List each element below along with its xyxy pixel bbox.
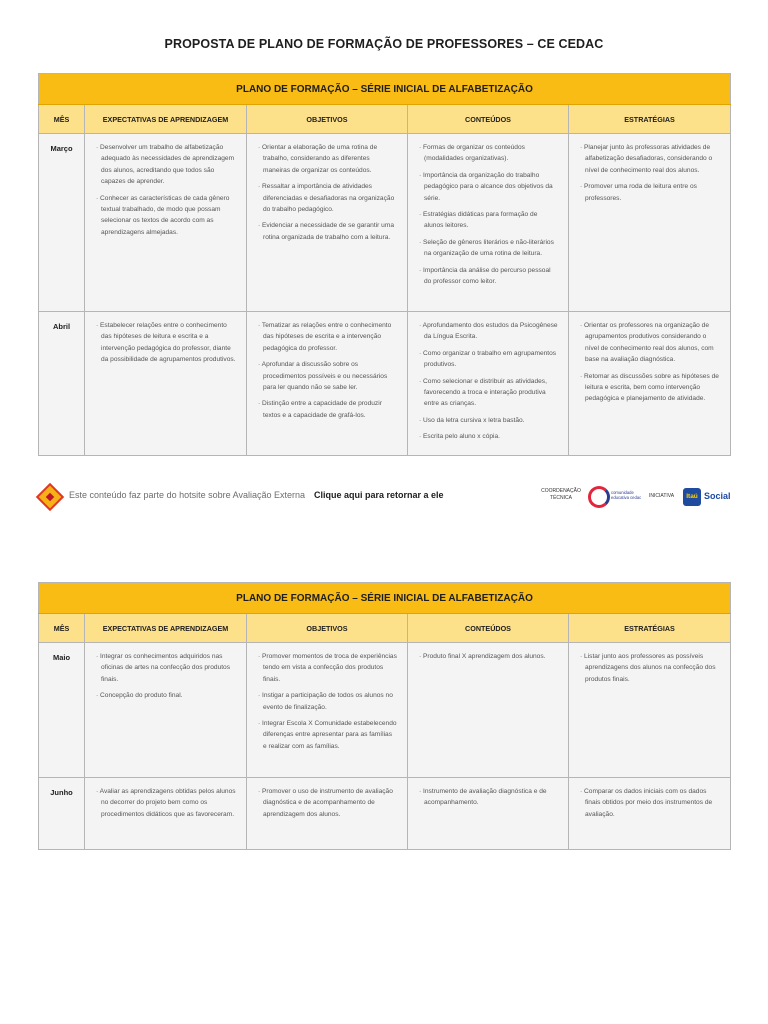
list-item: · Promover uma roda de leitura entre os professores. xyxy=(577,181,720,204)
list-item: · Produto final X aprendizagem dos alunos. xyxy=(416,651,558,662)
diamond-logo-icon xyxy=(36,483,64,511)
list-item: · Distinção entre a capacidade de produzir textos e a capacidade de grafá-los. xyxy=(255,398,397,421)
column-header-objetivos: OBJETIVOS xyxy=(247,105,408,134)
column-header-mes: MÊS xyxy=(39,105,85,134)
cedac-logo-text: comunidade educativa cedac xyxy=(611,490,642,500)
list-item: · Como selecionar e distribuir as atividades, favorecendo a troca e interação produtiva entre as crianças. xyxy=(416,376,558,410)
month-cell: Março xyxy=(39,134,85,312)
iniciativa-label: INICIATIVA xyxy=(649,493,675,499)
column-header-mes: MÊS xyxy=(39,614,85,643)
list-item: · Importância da análise do percurso pessoal do professor como leitor. xyxy=(416,265,558,288)
list-item: · Seleção de gêneros literários e não-literários na organização de uma rotina de leitura. xyxy=(416,237,558,260)
column-header-expectativas: EXPECTATIVAS DE APRENDIZAGEM xyxy=(85,614,247,643)
expectativas-cell xyxy=(85,643,247,778)
table-row xyxy=(39,643,731,778)
plan-table-2 xyxy=(38,582,731,850)
list-item: · Promover momentos de troca de experiências tendo em vista a confecção dos produtos finais. xyxy=(255,651,397,685)
page-title: PROPOSTA DE PLANO DE FORMAÇÃO DE PROFESSORES – CE CEDAC xyxy=(164,37,604,51)
column-header-conteudos: CONTEÚDOS xyxy=(408,105,569,134)
cedac-logo xyxy=(588,484,658,510)
itau-social-label: Social xyxy=(704,491,731,501)
list-item: · Concepção do produto final. xyxy=(93,690,236,701)
list-item: · Orientar a elaboração de uma rotina de trabalho, considerando as diferentes maneiras de organizar os conteúdos. xyxy=(255,142,397,176)
table-row xyxy=(39,312,731,456)
list-item: · Comparar os dados iniciais com os dados finais obtidos por meio dos instrumentos de avaliação. xyxy=(577,786,720,820)
list-item: · Estabelecer relações entre o conhecimento das hipóteses de leitura e escrita e a intervenção pedagógica do professor, diante da possibilidade de agrupamentos produtivos. xyxy=(93,320,236,366)
list-item: · Instrumento de avaliação diagnóstica e de acompanhamento. xyxy=(416,786,558,809)
column-header-objetivos: OBJETIVOS xyxy=(247,614,408,643)
coordenacao-label: COORDENAÇÃO TÉCNICA xyxy=(541,488,581,501)
table-row xyxy=(39,778,731,850)
month-cell: Maio xyxy=(39,643,85,778)
plan-title: PLANO DE FORMAÇÃO – SÉRIE INICIAL DE ALFABETIZAÇÃO xyxy=(39,74,731,105)
estrategias-cell xyxy=(569,778,731,850)
list-item: · Integrar os conhecimentos adquiridos nas oficinas de artes na confecção dos produtos finais. xyxy=(93,651,236,685)
estrategias-cell xyxy=(569,312,731,456)
list-item: · Uso da letra cursiva x letra bastão. xyxy=(416,415,558,426)
expectativas-cell xyxy=(85,778,247,850)
list-item: · Aprofundamento dos estudos da Psicogênese da Língua Escrita. xyxy=(416,320,558,343)
objetivos-cell xyxy=(247,778,408,850)
column-header-estrategias: ESTRATÉGIAS xyxy=(569,105,731,134)
conteudos-cell xyxy=(408,643,569,778)
conteudos-cell xyxy=(408,312,569,456)
return-link[interactable]: Clique aqui para retornar a ele xyxy=(314,489,444,500)
list-item: · Importância da organização do trabalho pedagógico para o alcance dos objetivos da série. xyxy=(416,170,558,204)
list-item: · Estratégias didáticas para formação de alunos leitores. xyxy=(416,209,558,232)
cedac-ring-icon xyxy=(588,486,610,508)
column-header-conteudos: CONTEÚDOS xyxy=(408,614,569,643)
estrategias-cell xyxy=(569,643,731,778)
conteudos-cell xyxy=(408,134,569,312)
table-row xyxy=(39,134,731,312)
plan-title: PLANO DE FORMAÇÃO – SÉRIE INICIAL DE ALFABETIZAÇÃO xyxy=(39,583,731,614)
list-item: · Ressaltar a importância de atividades diferenciadas e desafiadoras na organização do trabalho pedagógico. xyxy=(255,181,397,215)
list-item: · Retomar as discussões sobre as hipóteses de leitura e escrita, bem como intervenção pedagógica e planejamento de atividade. xyxy=(577,371,720,405)
footer-bar xyxy=(38,484,730,514)
list-item: · Evidenciar a necessidade de se garantir uma rotina organizada de trabalho com a leitura. xyxy=(255,220,397,243)
list-item: · Planejar junto às professoras atividades de alfabetização desafiadoras, considerando o nível de conhecimento real dos alunos. xyxy=(577,142,720,176)
list-item: · Formas de organizar os conteúdos (modalidades organizativas). xyxy=(416,142,558,165)
list-item: · Tematizar as relações entre o conhecimento das hipóteses de escrita e a intervenção pedagógica do professor. xyxy=(255,320,397,354)
objetivos-cell xyxy=(247,643,408,778)
itau-logo: Itaú xyxy=(683,488,701,506)
footer-text: Este conteúdo faz parte do hotsite sobre Avaliação Externa xyxy=(69,490,305,500)
list-item: · Integrar Escola X Comunidade estabelecendo diferenças entre apresentar para as famílias e realizar com as famílias. xyxy=(255,718,397,752)
objetivos-cell xyxy=(247,312,408,456)
column-header-expectativas: EXPECTATIVAS DE APRENDIZAGEM xyxy=(85,105,247,134)
list-item: · Promover o uso de instrumento de avaliação diagnóstica e de acompanhamento de aprendizagem dos alunos. xyxy=(255,786,397,820)
conteudos-cell xyxy=(408,778,569,850)
month-cell: Abril xyxy=(39,312,85,456)
estrategias-cell xyxy=(569,134,731,312)
list-item: · Aprofundar a discussão sobre os procedimentos possíveis e ou necessários para ler quando não se sabe ler. xyxy=(255,359,397,393)
list-item: · Desenvolver um trabalho de alfabetização adequado às necessidades de aprendizagem dos alunos, acreditando que todos são capazes de aprender. xyxy=(93,142,236,188)
list-item: · Escrita pelo aluno x cópia. xyxy=(416,431,558,442)
list-item: · Instigar a participação de todos os alunos no evento de finalização. xyxy=(255,690,397,713)
list-item: · Conhecer as características de cada gênero textual trabalhado, de modo que possam selecionar os textos de acordo com as aprendizagens almejadas. xyxy=(93,193,236,239)
plan-table-1 xyxy=(38,73,731,456)
list-item: · Como organizar o trabalho em agrupamentos produtivos. xyxy=(416,348,558,371)
month-cell: Junho xyxy=(39,778,85,850)
list-item: · Listar junto aos professores as possíveis aprendizagens dos alunos na confecção dos produtos finais. xyxy=(577,651,720,685)
expectativas-cell xyxy=(85,134,247,312)
expectativas-cell xyxy=(85,312,247,456)
list-item: · Avaliar as aprendizagens obtidas pelos alunos no decorrer do projeto bem como os procedimentos didáticos que as favoreceram. xyxy=(93,786,236,820)
column-header-estrategias: ESTRATÉGIAS xyxy=(569,614,731,643)
objetivos-cell xyxy=(247,134,408,312)
list-item: · Orientar os professores na organização de agrupamentos produtivos considerando o nível de conhecimento real dos alunos, com base na avaliação diagnóstica. xyxy=(577,320,720,366)
